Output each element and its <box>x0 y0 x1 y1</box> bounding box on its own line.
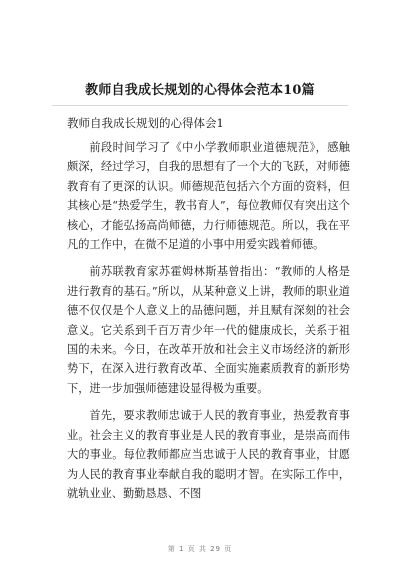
paragraph: 前苏联教育家苏霍姆林斯基曾指出：“教师的人格是进行教育的基石。”所以，从某种意义上讲，教师的职业道德不仅仅是个人意义上的品德问题，并且赋有深刻的社会意义。它关系到千百万青少年一代的健康成长，关系于祖国的未来。今日，在改革开放和社会主义市场经济的新形势下，在深入进行教育改革、全面实施素质教育的新形势下，进一步加强师德建设显得极为重要。 <box>67 265 350 395</box>
page-number-footer: 第 1 页 共 29 页 <box>167 545 233 553</box>
document-body <box>67 138 350 511</box>
document-title: 教师自我成长规划的心得体会范本10篇 <box>85 83 315 98</box>
paragraph: 前段时间学习了《中小学教师职业道德规范》，感触颇深，经过学习，自我的思想有了一个大的飞跃，对师德教育有了更深的认识。师德规范包括六个方面的资料，但其核心是“热爱学生，教书育人”，每位教师仅有突出这个核心，才能弘扬高尚师德，力行师德规范。所以，我在平凡的工作中，在微不足道的小事中用爱实践着师德。 <box>67 141 350 252</box>
title-divider <box>52 105 348 106</box>
paragraph: 首先，要求教师忠诚于人民的教育事业，热爱教育事业。社会主义的教育事业是人民的教育事业，是崇高而伟大的事业。每位教师都应当忠诚于人民的教育事业，甘愿为人民的教育事业奉献自我的聪明才智。在实际工作中，就轨业业、勤勤恳恳、不图 <box>67 409 350 500</box>
section-heading: 教师自我成长规划的心得体会1 <box>67 116 224 130</box>
